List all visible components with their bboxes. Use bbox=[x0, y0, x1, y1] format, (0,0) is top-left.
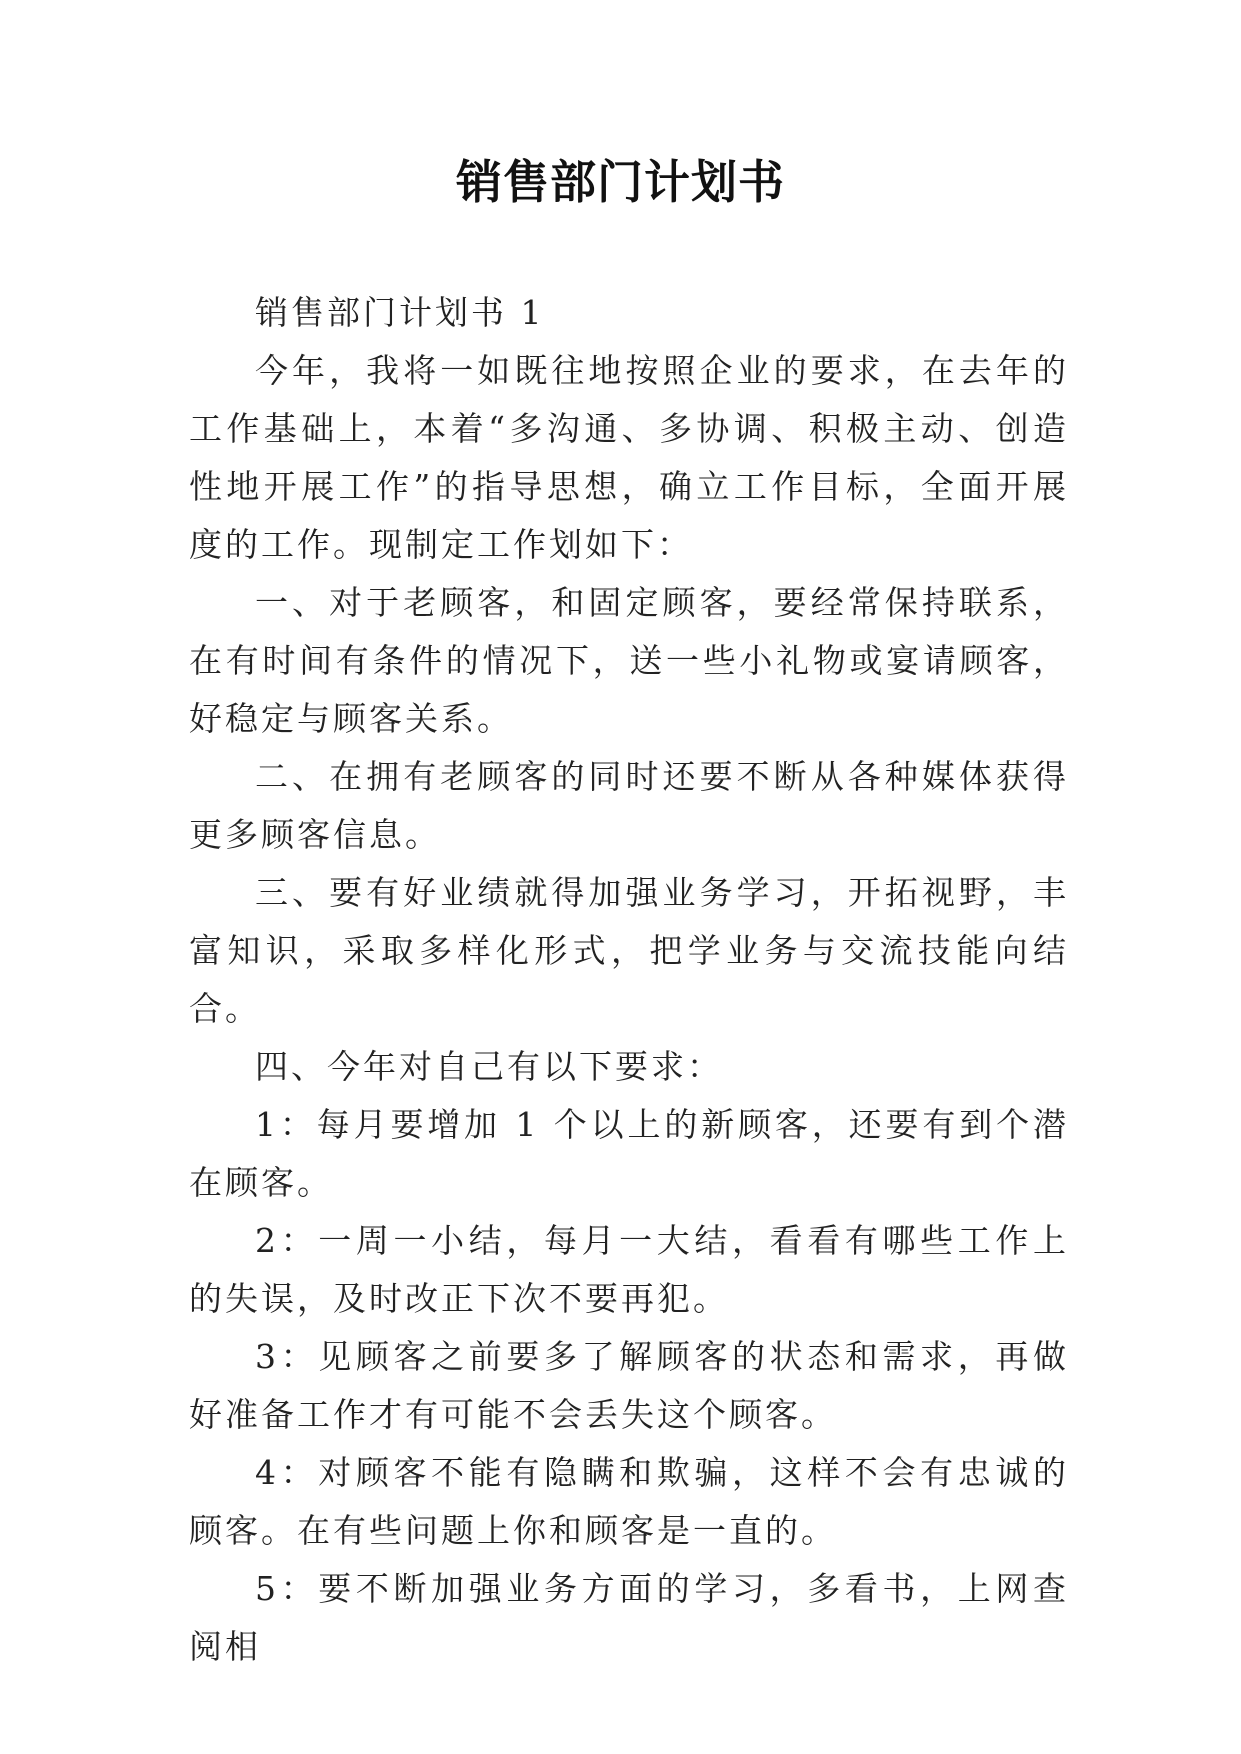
item-one-paragraph: 一、对于老顾客，和固定顾客，要经常保持联系，在有时间有条件的情况下，送一些小礼物或宴请顾客，好稳定与顾客关系。 bbox=[189, 583, 1069, 738]
requirement-5-paragraph: 5：要不断加强业务方面的学习，多看书，上网查阅相 bbox=[189, 1569, 1069, 1666]
item-two-paragraph: 二、在拥有老顾客的同时还要不断从各种媒体获得更多顾客信息。 bbox=[189, 757, 1069, 854]
document-title: 销售部门计划书 bbox=[456, 155, 785, 209]
intro-paragraph: 今年，我将一如既往地按照企业的要求，在去年的工作基础上，本着“多沟通、多协调、积极主动、创造性地开展工作”的指导思想，确立工作目标，全面开展度的工作。现制定工作划如下： bbox=[189, 351, 1069, 564]
requirement-3-paragraph: 3：见顾客之前要多了解顾客的状态和需求，再做好准备工作才有可能不会丢失这个顾客。 bbox=[189, 1337, 1069, 1434]
item-three-paragraph: 三、要有好业绩就得加强业务学习，开拓视野，丰富知识，采取多样化形式，把学业务与交流技能向结合。 bbox=[189, 873, 1069, 1028]
document-body bbox=[189, 284, 1069, 1676]
requirement-4-paragraph: 4：对顾客不能有隐瞒和欺骗，这样不会有忠诚的顾客。在有些问题上你和顾客是一直的。 bbox=[189, 1453, 1069, 1550]
item-four-paragraph: 四、今年对自己有以下要求： bbox=[255, 1047, 723, 1086]
subtitle-paragraph: 销售部门计划书 1 bbox=[255, 293, 545, 332]
requirement-1-paragraph: 1：每月要增加 1 个以上的新顾客，还要有到个潜在顾客。 bbox=[189, 1105, 1069, 1202]
requirement-2-paragraph: 2：一周一小结，每月一大结，看看有哪些工作上的失误，及时改正下次不要再犯。 bbox=[189, 1221, 1069, 1318]
